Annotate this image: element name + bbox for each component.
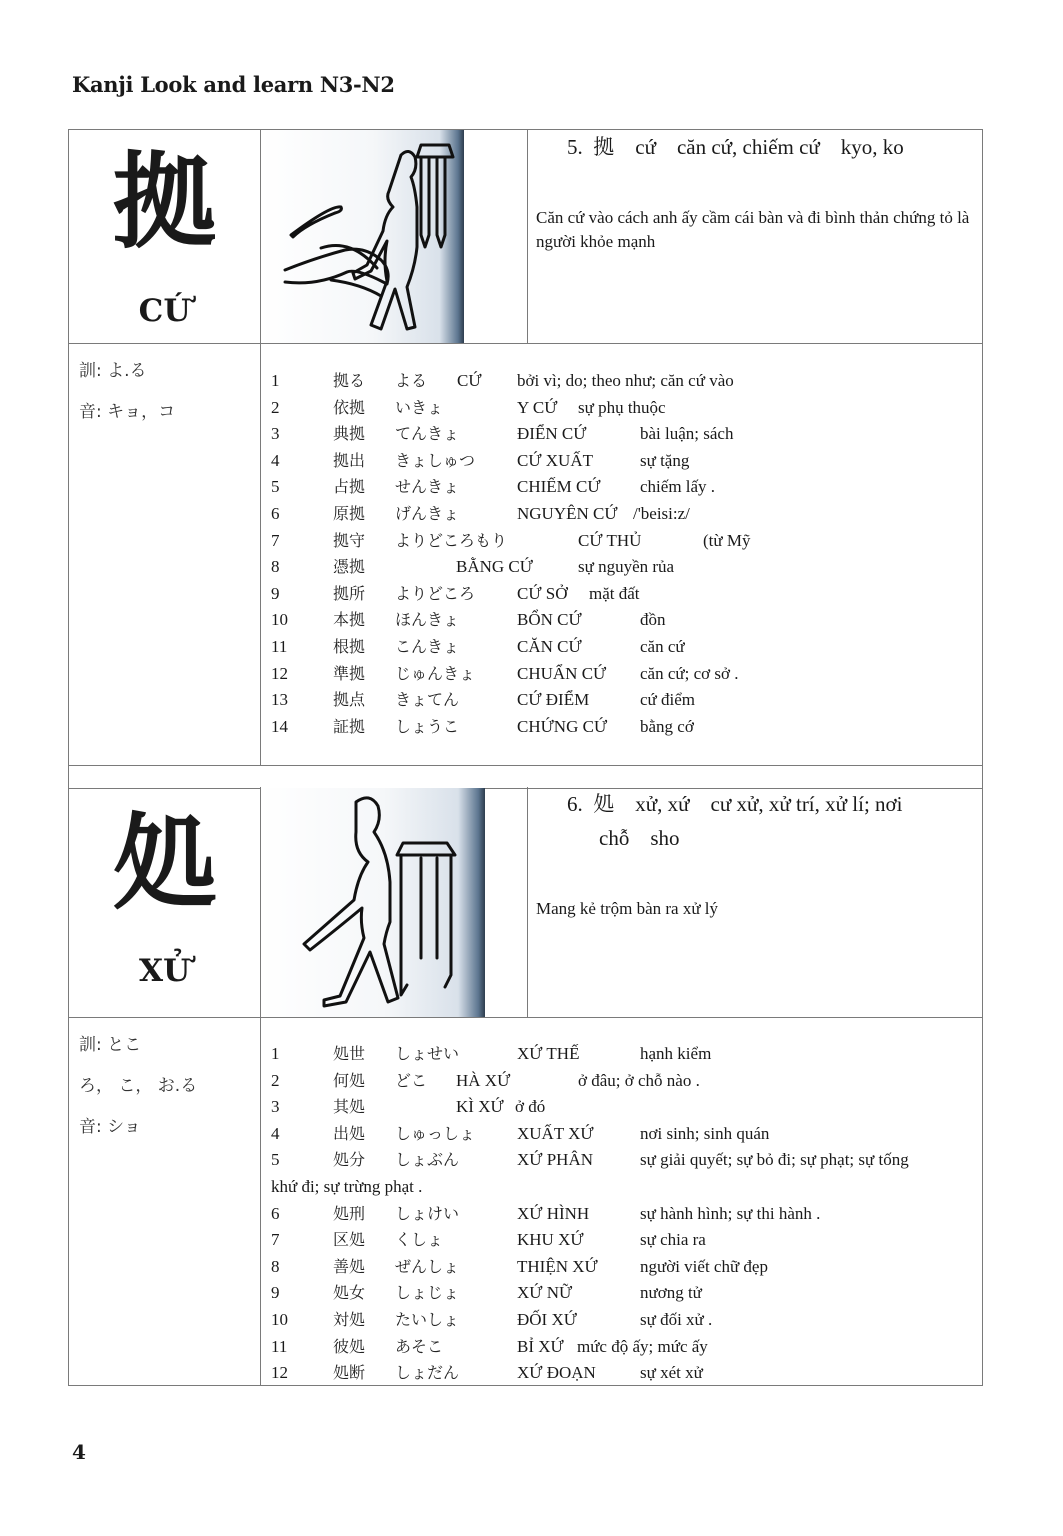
han-viet-reading: XỬ	[138, 953, 191, 989]
vocab-row: 8 善処 ぜんしょ THIỆN XỨ người viết chữ đẹp	[271, 1256, 768, 1276]
hand-and-walking-man-icon	[261, 130, 464, 343]
book-title: Kanji Look and learn N3-N2	[72, 72, 395, 97]
han-viet-reading: CỨ	[138, 293, 191, 329]
kanji-entry-table-2	[68, 787, 983, 1386]
readings-block	[79, 1025, 197, 1148]
row-divider	[69, 765, 982, 766]
vocab-row: 6 原拠 げんきょ NGUYÊN CỨ /'beisi:z/	[271, 503, 690, 523]
vocab-row: 4 拠出 きょしゅつ CỨ XUẤT sự tặng	[271, 450, 690, 470]
vocab-row: 1 拠る よる CỨ bởi vì; do; theo như; căn cứ vào	[271, 371, 734, 390]
kanji-character: 処	[112, 802, 217, 924]
mnemonic-text: Mang kẻ trộm bàn ra xử lý	[536, 899, 719, 918]
vocab-row: 5 占拠 せんきょ CHIẾM CỨ chiếm lấy .	[271, 477, 716, 497]
vocab-row: 3 典拠 てんきょ ĐIỂN CỨ bài luận; sách	[271, 424, 734, 444]
vocab-row: 10 本拠 ほんきょ BỔN CỨ đồn	[271, 610, 666, 630]
mnemonic-illustration	[261, 788, 485, 1017]
vocab-row: 9 処女 しょじょ XỨ NỮ nương tử	[271, 1283, 702, 1303]
vocab-list	[271, 368, 974, 740]
column-divider	[527, 130, 528, 344]
kanji-character: 拠	[112, 141, 217, 263]
vocab-row: 7 区処 くしょ KHU XỨ sự chia ra	[271, 1230, 706, 1250]
vocab-row: 2 依拠 いきょ Y CỨ sự phụ thuộc	[271, 397, 666, 417]
column-divider	[527, 787, 528, 1018]
vocab-row: 1 処世 しょせい XỨ THẾ hạnh kiểm	[271, 1044, 712, 1063]
entry-header-continued: chỗ sho	[599, 826, 680, 850]
entry-header: 5. 拠 cứ căn cứ, chiếm cứ kyo, ko	[567, 135, 904, 159]
vocab-row: 11 彼処 あそこ BỈ XỨ mức độ ấy; mức ấy	[271, 1336, 708, 1356]
vocab-row-wrap: khứ đi; sự trừng phạt .	[271, 1176, 423, 1196]
vocab-row: 7 拠守 よりどころもり CỨ THỦ (từ Mỹ	[271, 530, 751, 550]
on-reading: 音: キョ，コ	[79, 402, 176, 422]
vocab-row: 9 拠所 よりどころ CỨ SỞ mặt đất	[271, 583, 640, 603]
entry-header: 6. 処 xử, xứ cư xử, xử trí, xử lí; nơi	[567, 792, 903, 816]
vocab-row: 12 処断 しょだん XỨ ĐOẠN sự xét xử	[271, 1363, 703, 1383]
kun-reading: 訓: とこ	[79, 1035, 142, 1055]
vocab-row: 8 憑拠 BẰNG CỨ sự nguyền rủa	[271, 557, 675, 577]
vocab-row: 3 其処 KÌ XỨ ở đó	[271, 1097, 546, 1117]
vocab-row: 4 出処 しゅっしょ XUẤT XỨ nơi sinh; sinh quán	[271, 1123, 770, 1143]
readings-block	[79, 351, 175, 433]
mnemonic-illustration	[261, 130, 464, 343]
vocab-row: 11 根拠 こんきょ CĂN CỨ căn cứ	[271, 636, 685, 656]
vocab-row: 2 何処 どこ HÀ XỨ ở đâu; ở chỗ nào .	[271, 1070, 700, 1090]
mnemonic-text: Căn cứ vào cách anh ấy cầm cái bàn và đi bình thản chứng tỏ là người khỏe mạnh	[536, 208, 970, 251]
vocab-row: 13 拠点 きょてん CỨ ĐIỂM cứ điểm	[271, 690, 696, 710]
vocab-list	[271, 1041, 974, 1387]
row-divider	[69, 343, 982, 344]
row-divider	[69, 1017, 982, 1018]
kun-reading-continued: ろ， こ， お.る	[79, 1076, 198, 1096]
vocab-row: 14 証拠 しょうこ CHỨNG CỨ bằng cớ	[271, 716, 694, 736]
vocab-row: 10 対処 たいしょ ĐỐI XỨ sự đối xử .	[271, 1309, 713, 1329]
kanji-entry-table-1	[68, 129, 983, 789]
vocab-row: 12 準拠 じゅんきょ CHUẨN CỨ căn cứ; cơ sở .	[271, 663, 739, 683]
on-reading: 音: ショ	[79, 1117, 141, 1137]
page-number: 4	[72, 1440, 86, 1464]
vocab-row: 6 処刑 しょけい XỨ HÌNH sự hành hình; sự thi hành .	[271, 1203, 821, 1223]
walking-man-icon	[261, 788, 485, 1017]
kun-reading: 訓: よ.る	[79, 361, 147, 381]
vocab-row: 5 処分 しょぶん XỨ PHÂN sự giải quyết; sự bỏ đi; sự phạt; sự tống	[271, 1150, 909, 1170]
